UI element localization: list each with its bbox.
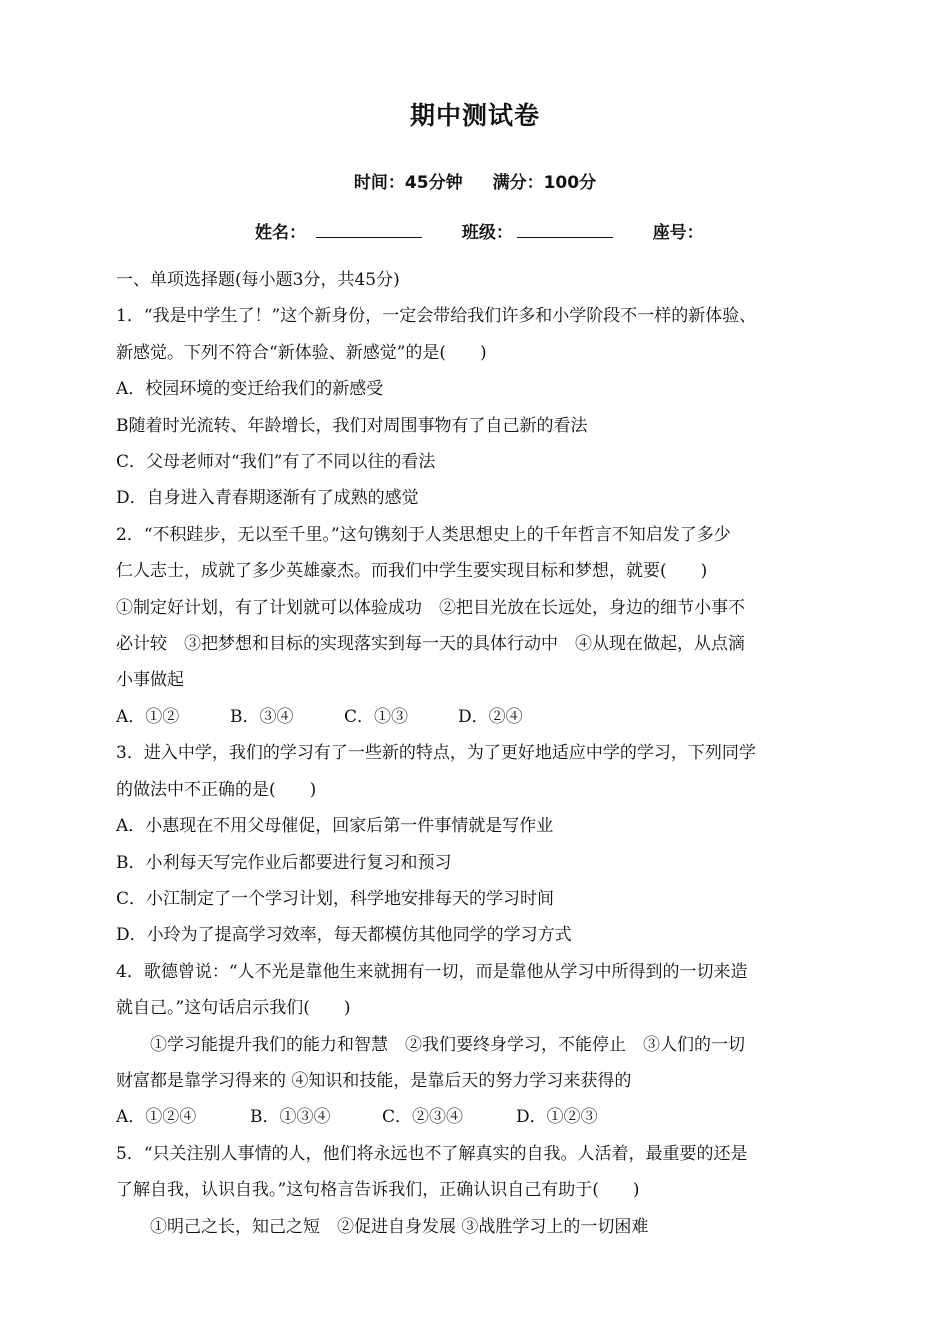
seat-label: 座号： xyxy=(652,223,704,243)
q2-stem-line1: 2．“不积跬步，无以至千里。”这句镌刻于人类思想史上的千年哲言不知启发了多少 xyxy=(116,524,731,545)
q1-option-a: A．校园环境的变迁给我们的新感受 xyxy=(116,379,384,400)
q1-stem-line1: 1．“我是中学生了！”这个新身份，一定会带给我们许多和小学阶段不一样的新体验、 xyxy=(116,306,757,327)
q4-option-c: C．②③④ xyxy=(382,1107,464,1128)
q4-option-a: A．①②④ xyxy=(116,1107,197,1128)
q4-option-b: B．①③④ xyxy=(250,1107,331,1128)
q3-stem-line1: 3．进入中学，我们的学习有了一些新的特点，为了更好地适应中学的学习，下列同学 xyxy=(116,743,756,764)
q2-stem-line3: ①制定好计划，有了计划就可以体验成功 ②把目光放在长远处，身边的细节小事不 xyxy=(116,597,745,618)
student-info xyxy=(255,218,704,243)
q2-option-c: C．①③ xyxy=(344,706,409,727)
q3-option-b: B．小利每天写完作业后都要进行复习和预习 xyxy=(116,852,452,873)
time-limit: 时间：45分钟 xyxy=(353,173,463,193)
q4-stem-line3: ①学习能提升我们的能力和智慧 ②我们要终身学习，不能停止 ③人们的一切 xyxy=(150,1034,745,1055)
q2-stem-line5: 小事做起 xyxy=(116,670,184,691)
q2-option-a: A．①② xyxy=(116,706,180,727)
class-label: 班级： xyxy=(461,223,513,243)
q3-stem-line2: 的做法中不正确的是( ) xyxy=(116,779,317,800)
q3-option-a: A．小惠现在不用父母催促，回家后第一件事情就是写作业 xyxy=(116,816,554,837)
q5-stem-line1: 5．“只关注别人事情的人，他们将永远也不了解真实的自我。人活着，最重要的还是 xyxy=(116,1143,748,1164)
q4-stem-line2: 就自己。”这句话启示我们( ) xyxy=(116,998,351,1019)
full-score: 满分：100分 xyxy=(492,173,597,193)
q4-options xyxy=(116,1099,838,1135)
page-title: 期中测试卷 xyxy=(409,101,540,130)
q5-stem-line2: 了解自我，认识自我。”这句格言告诉我们，正确认识自己有助于( ) xyxy=(116,1180,640,1201)
q4-stem-line4: 财富都是靠学习得来的 ④知识和技能，是靠后天的努力学习来获得的 xyxy=(116,1070,632,1091)
exam-meta xyxy=(0,168,950,193)
q1-option-d: D．自身进入青春期逐渐有了成熟的感觉 xyxy=(116,488,419,509)
q2-options xyxy=(116,699,838,735)
q1-option-c: C．父母老师对“我们”有了不同以往的看法 xyxy=(116,452,436,473)
section-heading: 一、单项选择题(每小题3分，共45分) xyxy=(116,270,400,290)
q2-option-d: D．②④ xyxy=(458,706,523,727)
q3-option-c: C．小江制定了一个学习计划，科学地安排每天的学习时间 xyxy=(116,888,555,909)
q1-stem-line2: 新感觉。下列不符合“新体验、新感觉”的是( ) xyxy=(116,342,487,363)
name-label: 姓名： xyxy=(255,223,306,243)
q4-stem-line1: 4．歌德曾说：“人不光是靠他生来就拥有一切，而是靠他从学习中所得到的一切来造 xyxy=(116,961,748,982)
q2-option-b: B．③④ xyxy=(230,706,294,727)
q3-option-d: D．小玲为了提高学习效率，每天都模仿其他同学的学习方式 xyxy=(116,925,572,946)
q5-stem-line3: ①明己之长，知己之短 ②促进自身发展 ③战胜学习上的一切困难 xyxy=(150,1216,649,1237)
q4-option-d: D．①②③ xyxy=(516,1107,598,1128)
question-body xyxy=(116,262,838,1245)
class-blank xyxy=(517,223,613,238)
q1-option-b: B随着时光流转、年龄增长，我们对周围事物有了自己新的看法 xyxy=(116,415,588,436)
name-blank xyxy=(316,223,422,238)
q2-stem-line2: 仁人志士，成就了多少英雄豪杰。而我们中学生要实现目标和梦想，就要( ) xyxy=(116,561,708,582)
q2-stem-line4: 必计较 ③把梦想和目标的实现落实到每一天的具体行动中 ④从现在做起，从点滴 xyxy=(116,634,745,655)
